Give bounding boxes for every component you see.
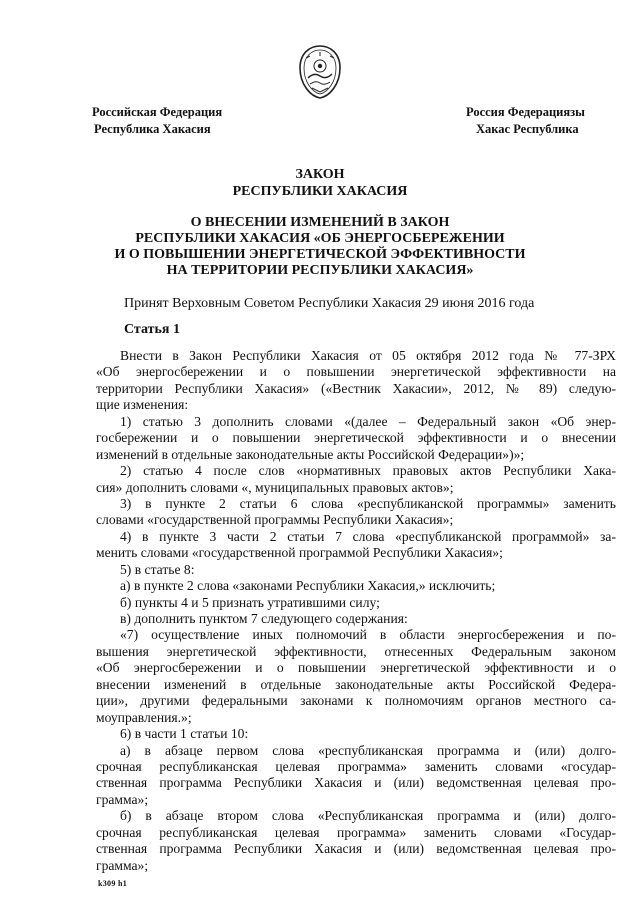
coat-of-arms-icon xyxy=(296,44,344,100)
body-line: ственная программа Республики Хакасия и (или) ведомственная целевая про- xyxy=(96,841,616,857)
header-right xyxy=(466,104,585,138)
body-line: 6) в части 1 статьи 10: xyxy=(120,726,249,742)
footer-code: k309 h1 xyxy=(98,879,127,888)
law-republic-heading: РЕСПУБЛИКИ ХАКАСИЯ xyxy=(232,184,408,199)
header-left xyxy=(92,104,222,138)
body-line: ственная программа Республики Хакасия и (или) ведомственная целевая про- xyxy=(96,775,616,791)
article-title: Статья 1 xyxy=(124,322,180,337)
body-line: менить словами «государственной программой Республики Хакасия»; xyxy=(96,545,503,561)
body-line: срочная республиканская целевая программа» заменить словами «государ- xyxy=(96,758,616,774)
header-right-line2: Хакас Республика xyxy=(476,122,579,136)
body-line: грамма»; xyxy=(96,791,149,807)
law-title-line: НА ТЕРРИТОРИИ РЕСПУБЛИКИ ХАКАСИЯ» xyxy=(166,263,474,278)
body-line: госбережении и о повышении энергетической эффективности и о внесении xyxy=(96,430,616,446)
body-line: 5) в статье 8: xyxy=(120,561,195,577)
header-right-line1: Россия Федерациязы xyxy=(466,105,585,119)
body-line: б) пункты 4 и 5 признать утратившими силу; xyxy=(120,594,380,610)
body-line: словами «государственной программы Республики Хакасия»; xyxy=(96,512,454,528)
body-line: б) в абзаце втором слова «Республиканская программа и (или) долго- xyxy=(120,808,616,824)
adoption-statement: Принят Верховным Советом Республики Хакасия 29 июня 2016 года xyxy=(124,296,535,311)
body-line: Внести в Закон Республики Хакасия от 05 октября 2012 года № 77-ЗРХ xyxy=(120,348,616,363)
law-heading: ЗАКОН xyxy=(295,167,345,182)
body-line: а) в пункте 2 слова «законами Республики Хакасия,» исключить; xyxy=(120,578,496,594)
body-line: «Об энергосбережении и о повышении энергетической эффективности и о xyxy=(96,660,616,676)
body-line: территории Республики Хакасия» («Вестник Хакасии», 2012, № 89) следую- xyxy=(96,380,616,396)
law-title-line: О ВНЕСЕНИИ ИЗМЕНЕНИЙ В ЗАКОН xyxy=(190,215,450,230)
body-line: грамма»; xyxy=(96,857,149,873)
header-left-line2: Республика Хакасия xyxy=(94,122,211,136)
body-line: срочная республиканская целевая программа» заменить словами «Государ- xyxy=(96,824,616,840)
body-line: 2) статью 4 после слов «нормативных правовых актов Республики Хака- xyxy=(120,463,616,479)
body-line: ции», другими федеральными законами к полномочиям органов местного са- xyxy=(96,693,616,709)
body-line: щие изменения: xyxy=(96,397,189,413)
body-line: «7) осуществление иных полномочий в области энергосбережения и по- xyxy=(120,627,616,643)
body-line: сия» дополнить словами «, муниципальных правовых актов»; xyxy=(96,479,454,495)
body-line: а) в абзаце первом слова «республиканская программа и (или) долго- xyxy=(120,742,616,758)
article-body xyxy=(96,348,616,874)
body-line: моуправления.»; xyxy=(96,709,192,725)
body-line: «Об энергосбережении и о повышении энергетической эффективности на xyxy=(96,364,616,380)
law-title-line: РЕСПУБЛИКИ ХАКАСИЯ «ОБ ЭНЕРГОСБЕРЕЖЕНИИ xyxy=(135,231,505,246)
body-line: внесении изменений в отдельные законодательные акты Российской Федера- xyxy=(96,676,616,692)
body-line: 3) в пункте 2 статьи 6 слова «республиканской программы» заменить xyxy=(120,495,616,511)
body-line: 1) статью 3 дополнить словами «(далее – Федеральный закон «Об энер- xyxy=(120,413,616,429)
body-line: изменений в отдельные законодательные акты Российской Федерации»)»; xyxy=(96,446,525,462)
law-title xyxy=(0,215,640,279)
header-left-line1: Российская Федерация xyxy=(92,105,223,119)
body-line: 4) в пункте 3 части 2 статьи 7 слова «республиканской программой» за- xyxy=(120,528,616,544)
body-line: в) дополнить пунктом 7 следующего содержания: xyxy=(120,611,408,626)
law-title-line: И О ПОВЫШЕНИИ ЭНЕРГЕТИЧЕСКОЙ ЭФФЕКТИВНОСТИ xyxy=(114,247,526,262)
body-line: вышения энергетической эффективности, отнесенных Федеральным законом xyxy=(96,643,616,659)
